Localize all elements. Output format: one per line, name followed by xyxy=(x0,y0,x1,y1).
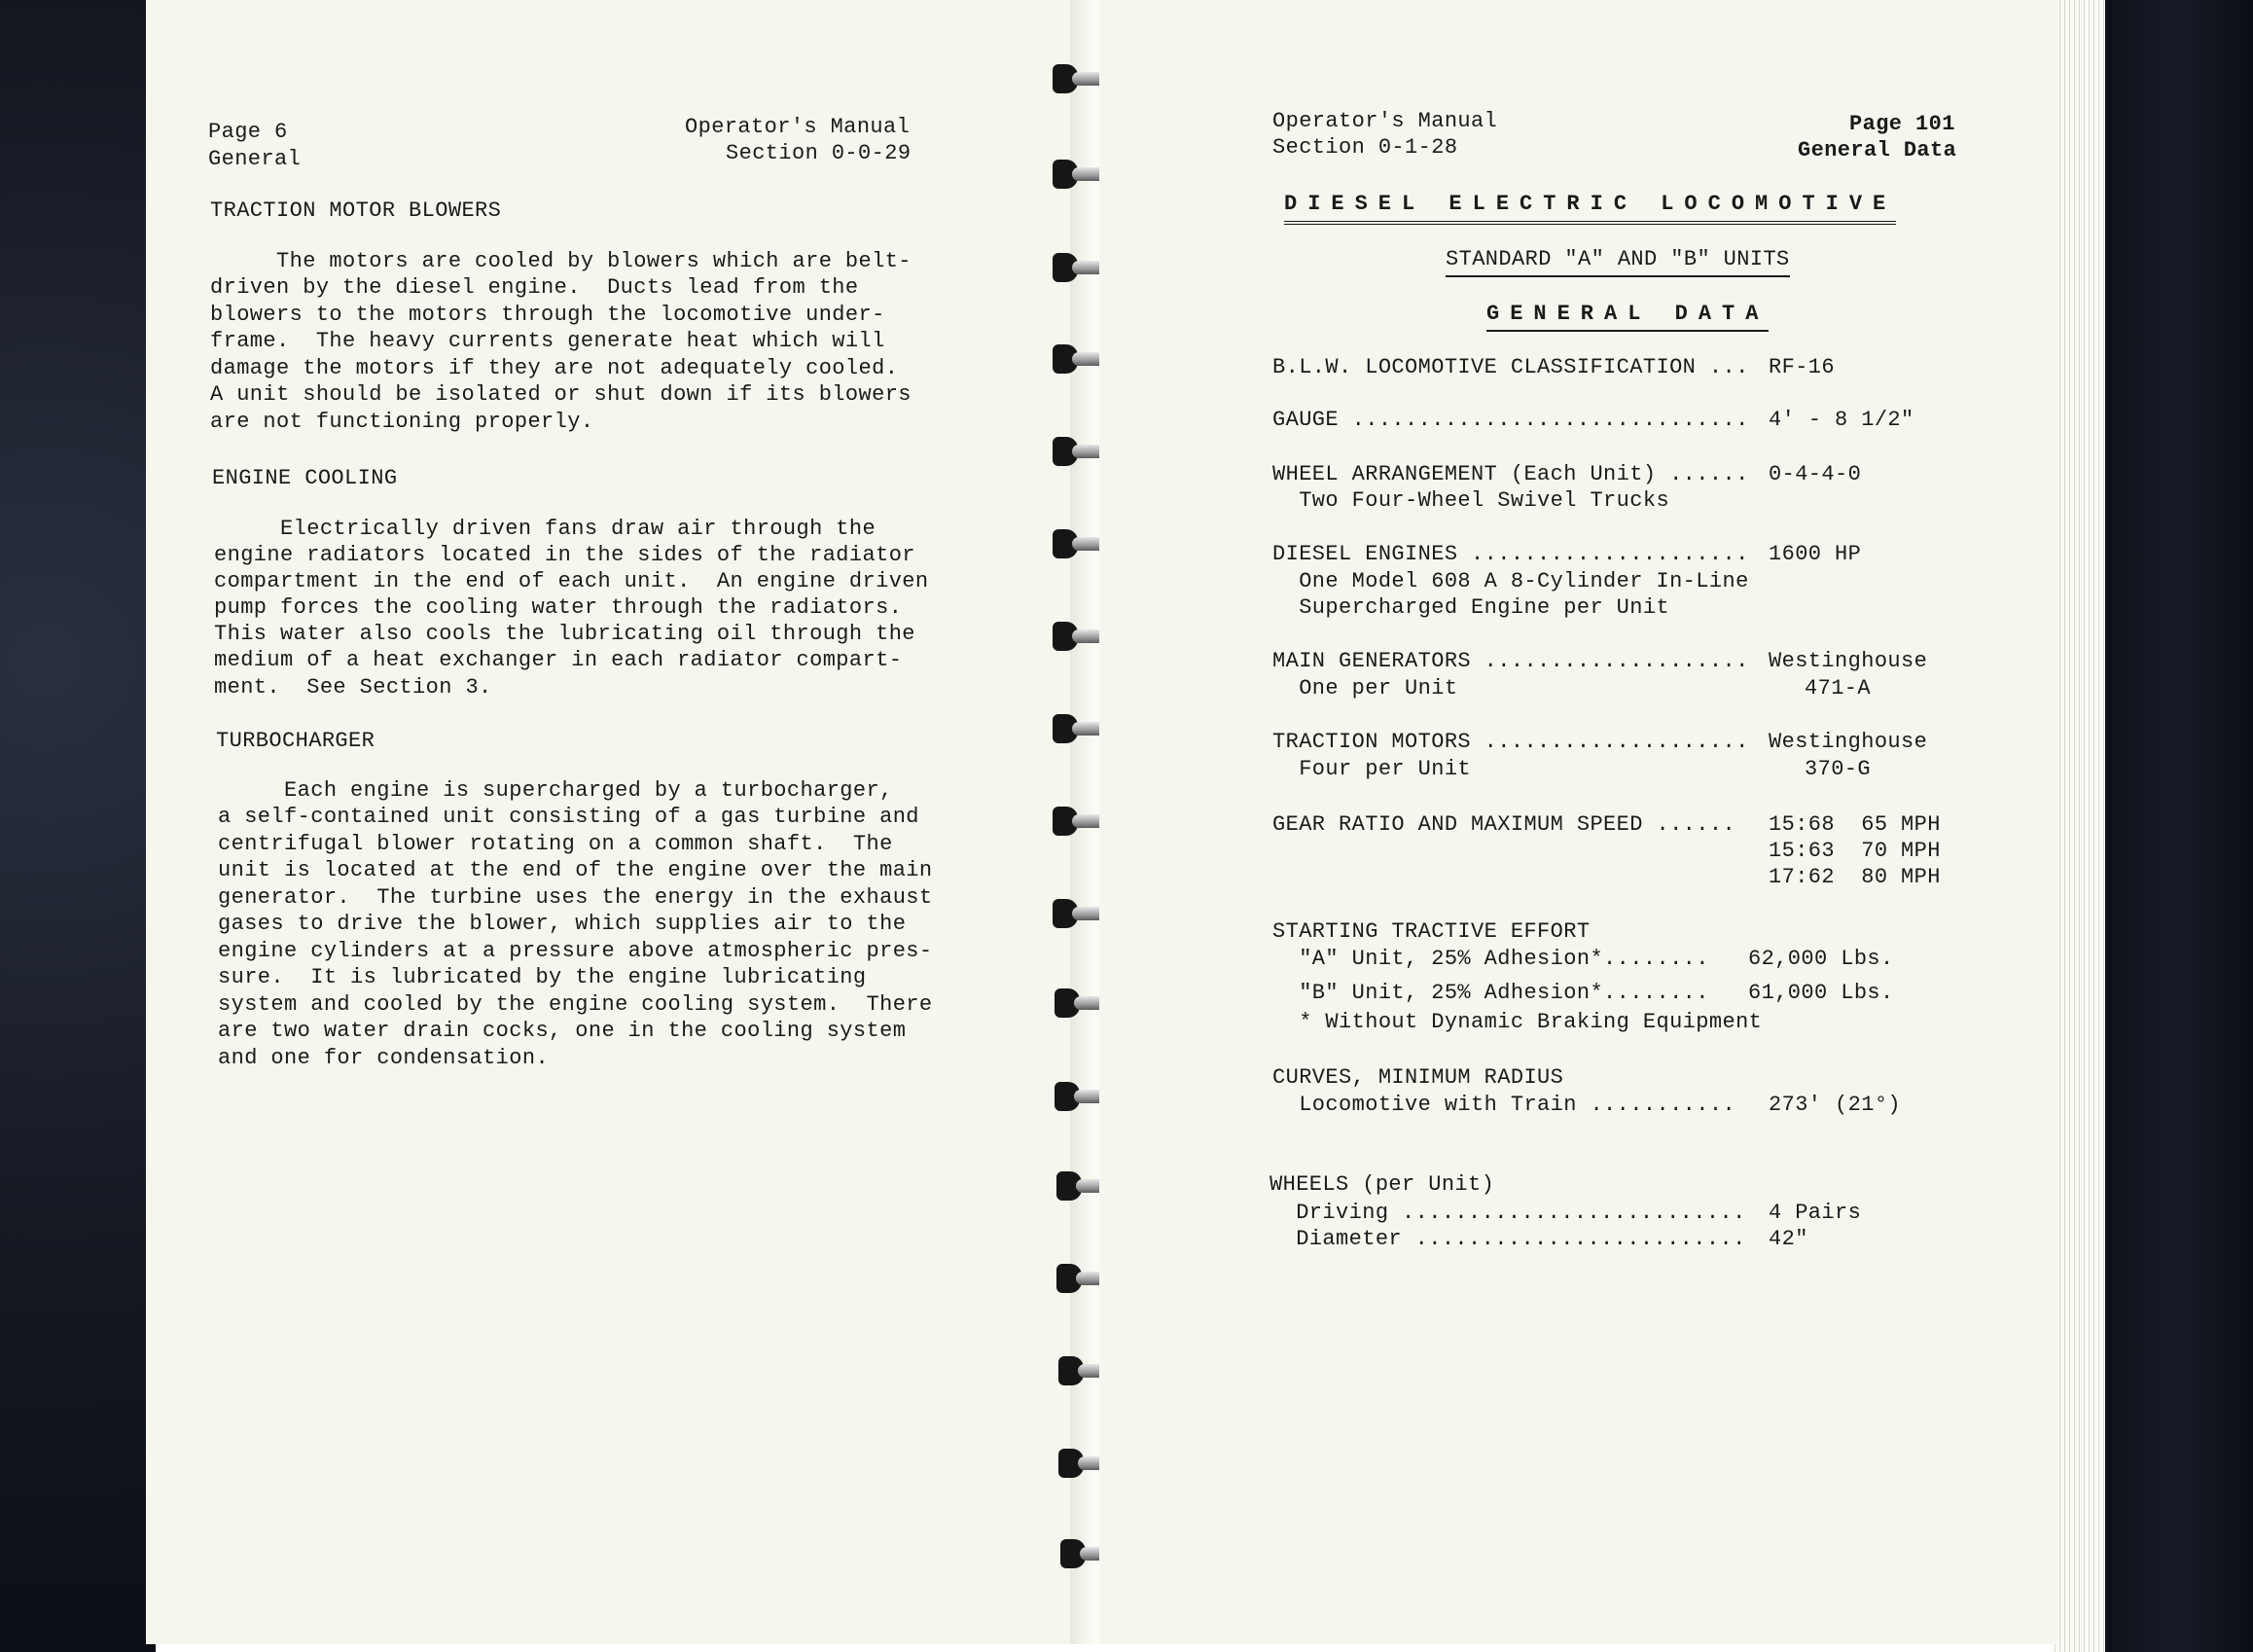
data-label: WHEELS (per Unit) xyxy=(1270,1172,1495,1197)
paragraph-line: ment. See Section 3. xyxy=(214,675,492,700)
data-label: "A" Unit, 25% Adhesion*........ xyxy=(1272,947,1709,971)
paragraph-line: frame. The heavy currents generate heat which will xyxy=(210,329,885,353)
data-label: DIESEL ENGINES ..................... xyxy=(1272,542,1749,566)
data-value: 370-G xyxy=(1805,757,1872,781)
paragraph-line: engine radiators located in the sides of the radiator xyxy=(214,543,915,567)
data-value: 62,000 Lbs. xyxy=(1748,947,1894,971)
data-value: 0-4-4-0 xyxy=(1769,462,1862,486)
left-page xyxy=(146,0,1080,1644)
paragraph-line: unit is located at the end of the engine over the main xyxy=(218,858,933,882)
right-manual-title: Operator's Manual xyxy=(1272,109,1498,133)
data-label: WHEEL ARRANGEMENT (Each Unit) ...... xyxy=(1272,462,1749,486)
data-value: Westinghouse xyxy=(1769,649,1928,673)
data-footnote: * Without Dynamic Braking Equipment xyxy=(1272,1010,1763,1034)
data-label: Driving .......................... xyxy=(1270,1201,1746,1225)
paragraph-line: generator. The turbine uses the energy in the exhaust xyxy=(218,885,933,910)
paragraph-line: a self-contained unit consisting of a gas turbine and xyxy=(218,805,919,829)
paragraph-line: centrifugal blower rotating on a common shaft. The xyxy=(218,832,893,856)
data-value: 61,000 Lbs. xyxy=(1748,981,1894,1005)
data-label: Two Four-Wheel Swivel Trucks xyxy=(1272,488,1670,513)
paragraph-line: A unit should be isolated or shut down if its blowers xyxy=(210,382,912,407)
data-label: GAUGE .............................. xyxy=(1272,408,1749,432)
data-label: One Model 608 A 8-Cylinder In-Line xyxy=(1272,569,1749,593)
paragraph-line: engine cylinders at a pressure above atmospheric pres- xyxy=(218,939,933,963)
paragraph-line: blowers to the motors through the locomotive under- xyxy=(210,303,885,327)
page-edges xyxy=(2051,0,2105,1652)
paragraph-line: Electrically driven fans draw air through the xyxy=(214,517,876,541)
document-subtitle: STANDARD "A" AND "B" UNITS xyxy=(1446,246,1790,277)
left-page-number: Page 6 xyxy=(208,120,288,144)
data-label: B.L.W. LOCOMOTIVE CLASSIFICATION ... xyxy=(1272,355,1749,379)
paragraph-line: sure. It is lubricated by the engine lubricating xyxy=(218,965,867,989)
right-page-category: General Data xyxy=(1798,138,1957,162)
data-value: 273' (21°) xyxy=(1769,1093,1902,1117)
book-cover-right xyxy=(2101,0,2253,1652)
paragraph-line: are two water drain cocks, one in the cooling system xyxy=(218,1019,907,1043)
data-value: 15:68 65 MPH xyxy=(1769,812,1941,837)
paragraph-line: driven by the diesel engine. Ducts lead from the xyxy=(210,275,859,300)
book-cover-left xyxy=(0,0,156,1652)
data-label: Diameter ......................... xyxy=(1270,1227,1746,1251)
section-heading: TRACTION MOTOR BLOWERS xyxy=(210,198,502,223)
data-value: 471-A xyxy=(1805,676,1872,700)
left-section-number: Section 0-0-29 xyxy=(726,141,912,165)
data-label: GEAR RATIO AND MAXIMUM SPEED ...... xyxy=(1272,812,1736,837)
data-value: RF-16 xyxy=(1769,355,1836,379)
data-label: Supercharged Engine per Unit xyxy=(1272,595,1670,620)
data-value: Westinghouse xyxy=(1769,730,1928,754)
paragraph-line: compartment in the end of each unit. An engine driven xyxy=(214,569,929,593)
section-heading: TURBOCHARGER xyxy=(216,729,376,753)
data-value: 17:62 80 MPH xyxy=(1769,865,1941,889)
data-label: CURVES, MINIMUM RADIUS xyxy=(1272,1065,1564,1090)
left-manual-title: Operator's Manual xyxy=(685,115,911,139)
data-label: One per Unit xyxy=(1272,676,1458,700)
paragraph-line: gases to drive the blower, which supplies air to the xyxy=(218,912,907,936)
data-value: 4 Pairs xyxy=(1769,1201,1862,1225)
paragraph-line: medium of a heat exchanger in each radiator compart- xyxy=(214,648,903,672)
right-page xyxy=(1099,0,2057,1644)
right-page-number: Page 101 xyxy=(1849,112,1955,136)
paragraph-line: The motors are cooled by blowers which are belt- xyxy=(210,249,912,273)
document-title: DIESEL ELECTRIC LOCOMOTIVE xyxy=(1284,191,1896,225)
paragraph-line: are not functioning properly. xyxy=(210,410,594,434)
data-label: MAIN GENERATORS .................... xyxy=(1272,649,1749,673)
data-label: STARTING TRACTIVE EFFORT xyxy=(1272,919,1591,944)
data-label: Locomotive with Train ........... xyxy=(1272,1093,1736,1117)
section-heading: ENGINE COOLING xyxy=(212,466,398,490)
right-section-number: Section 0-1-28 xyxy=(1272,135,1458,160)
data-label: "B" Unit, 25% Adhesion*........ xyxy=(1272,981,1709,1005)
general-data-heading: GENERAL DATA xyxy=(1486,301,1769,332)
paragraph-line: Each engine is supercharged by a turbocharger, xyxy=(218,778,893,803)
data-value: 42" xyxy=(1769,1227,1808,1251)
left-page-category: General xyxy=(208,147,302,171)
data-label: Four per Unit xyxy=(1272,757,1472,781)
paragraph-line: system and cooled by the engine cooling system. There xyxy=(218,992,933,1017)
data-value: 1600 HP xyxy=(1769,542,1862,566)
data-label: TRACTION MOTORS .................... xyxy=(1272,730,1749,754)
paragraph-line: damage the motors if they are not adequately cooled. xyxy=(210,356,899,380)
paragraph-line: pump forces the cooling water through the radiators. xyxy=(214,595,903,620)
paragraph-line: and one for condensation. xyxy=(218,1046,550,1070)
data-value: 15:63 70 MPH xyxy=(1769,839,1941,863)
data-value: 4' - 8 1/2" xyxy=(1769,408,1914,432)
paragraph-line: This water also cools the lubricating oil through the xyxy=(214,622,915,646)
